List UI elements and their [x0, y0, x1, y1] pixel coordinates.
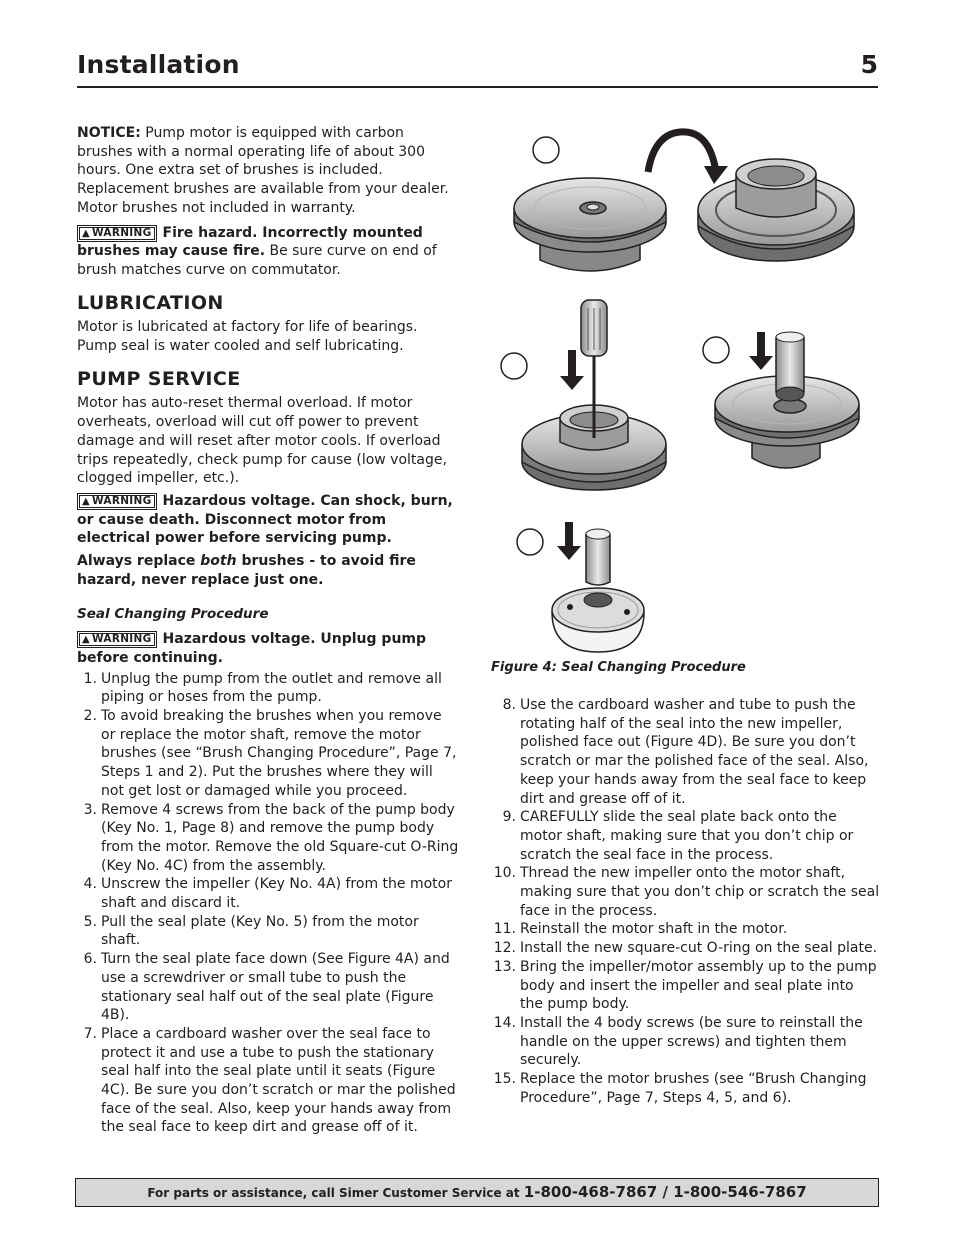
rotate-arrowhead-icon	[704, 166, 728, 184]
lubrication-heading: LUBRICATION	[77, 291, 224, 314]
footer-phone-numbers: 1-800-468-7867 / 1-800-546-7867	[523, 1183, 807, 1201]
replace-note-a: Always replace	[77, 553, 201, 570]
rotate-arrow-icon	[648, 132, 716, 172]
notice-label: NOTICE:	[77, 125, 141, 141]
brush-warning-bold: Fire hazard. Incorrectly mounted brushes may cause fire.	[77, 224, 423, 260]
procedure-step	[490, 864, 880, 920]
lubrication-text: Motor is lubricated at factory for life of bearings. Pump seal is water cooled and self lubricating.	[77, 319, 418, 355]
right-column	[490, 694, 880, 1107]
voltage-warning-bold: Hazardous voltage. Can shock, burn, or cause death. Disconnect motor from electrical power before servicing pump.	[77, 492, 453, 547]
down-arrow-icon	[749, 356, 773, 370]
step-text: CAREFULLY slide the seal plate back onto the motor shaft, making sure that you don’t chip or scratch the seal face in the process.	[520, 809, 854, 863]
procedure-step	[490, 808, 880, 864]
step-text: Unplug the pump from the outlet and remove all piping or hoses from the pump.	[101, 670, 442, 706]
step-number: 7.	[83, 1025, 97, 1042]
unplug-warning-bold: Hazardous voltage. Unplug pump before continuing.	[77, 631, 427, 666]
step-text: Install the 4 body screws (be sure to reinstall the handle on the upper screws) and tighten them securely.	[520, 1014, 863, 1069]
seal-procedure-heading: Seal Changing Procedure	[77, 606, 269, 623]
step-number: 15.	[493, 1071, 516, 1088]
step-number: 5.	[83, 913, 97, 930]
procedure-step	[490, 696, 880, 808]
procedure-step	[77, 670, 460, 707]
step-number: 2.	[83, 707, 97, 724]
procedure-step	[490, 939, 880, 958]
step-text: To avoid breaking the brushes when you remove or replace the motor shaft, remove the motor brushes (see “Brush Changing Procedure”, Page 7, Steps 1 and 2). Put the brushes where they will not get lost or damaged while you proceed.	[101, 707, 457, 799]
procedure-step	[490, 958, 880, 1014]
warning-badge	[77, 225, 157, 242]
step-number: 14.	[493, 1014, 516, 1031]
warning-triangle-icon: ▲	[82, 634, 90, 646]
step-text: Turn the seal plate face down (See Figure 4A) and use a screwdriver or small tube to push the stationary seal half out of the seal plate (Figure 4B).	[101, 951, 450, 1024]
step-number: 13.	[493, 958, 516, 975]
warning-badge-label: WARNING	[92, 494, 152, 507]
step-number: 10.	[493, 865, 516, 882]
step-number: 9.	[502, 809, 516, 826]
step-label-circle	[533, 137, 559, 163]
seal-steps-left	[77, 670, 460, 1138]
warning-badge	[77, 631, 157, 648]
figure-part-a	[514, 137, 666, 271]
step-text: Pull the seal plate (Key No. 5) from the motor shaft.	[101, 913, 419, 949]
seal-procedure-figure	[490, 122, 890, 662]
figure-part-b	[501, 300, 666, 490]
down-arrow-icon	[560, 376, 584, 390]
figure-part-d	[517, 522, 644, 652]
page-number: 5	[860, 50, 878, 79]
procedure-step	[77, 707, 460, 801]
down-arrow-icon	[557, 546, 581, 560]
brush-warning-text: Be sure curve on end of brush matches curve on commutator.	[77, 243, 437, 278]
step-number: 6.	[83, 951, 97, 968]
procedure-step	[77, 950, 460, 1025]
step-text: Unscrew the impeller (Key No. 4A) from the motor shaft and discard it.	[101, 876, 452, 912]
pump-service-text: Motor has auto-reset thermal overload. If motor overheats, overload will cut off power to prevent damage and will reset after motor cools. If overload trips repeatedly, check pump for cause (low voltage, clogged impeller, etc.).	[77, 395, 447, 487]
procedure-step	[490, 1070, 880, 1107]
step-number: 3.	[83, 801, 97, 818]
page-title: Installation	[77, 50, 240, 79]
notice-paragraph	[77, 124, 460, 218]
pump-service-heading: PUMP SERVICE	[77, 367, 241, 390]
voltage-warning	[77, 492, 460, 548]
step-label-circle	[703, 337, 729, 363]
step-number: 8.	[502, 697, 516, 713]
procedure-step	[77, 913, 460, 950]
step-number: 4.	[83, 876, 97, 893]
replace-note-c: brushes - to avoid fire hazard, never replace just one.	[77, 553, 416, 588]
step-text: Place a cardboard washer over the seal face to protect it and use a tube to push the stationary seal half into the seal plate until it seats (Figure 4C). Be sure you don’t scratch or mar the polished face of the seal. Also, keep your hands away from the seal face to keep dirt and grease off of it.	[101, 1025, 456, 1136]
step-text: Thread the new impeller onto the motor shaft, making sure that you don’t chip or scratch the seal face in the process.	[520, 865, 880, 919]
replace-note-emphasis: both	[200, 553, 237, 570]
step-text: Install the new square-cut O-ring on the seal plate.	[520, 940, 878, 957]
step-label-circle	[501, 353, 527, 379]
procedure-step	[490, 1014, 880, 1070]
left-column	[77, 124, 460, 1137]
seal-steps-right	[490, 696, 880, 1107]
step-text: Remove 4 screws from the back of the pump body (Key No. 1, Page 8) and remove the pump body from the motor. Remove the old Square-cut O-Ring (Key No. 4C) from the assembly.	[101, 801, 459, 874]
step-number: 11.	[493, 921, 516, 938]
step-number: 1.	[83, 670, 97, 687]
replace-brushes-note	[77, 552, 460, 589]
figure-caption: Figure 4: Seal Changing Procedure	[491, 660, 746, 675]
procedure-step	[77, 801, 460, 876]
page-header	[77, 50, 878, 88]
procedure-step	[77, 875, 460, 912]
procedure-step	[77, 1025, 460, 1137]
step-text: Bring the impeller/motor assembly up to the pump body and insert the impeller and seal plate into the pump body.	[520, 958, 877, 1013]
warning-badge-label: WARNING	[92, 633, 152, 646]
warning-badge	[77, 493, 157, 510]
brush-warning	[77, 224, 460, 280]
warning-triangle-icon: ▲	[82, 227, 90, 239]
unplug-warning	[77, 630, 460, 667]
notice-text: Pump motor is equipped with carbon brushes with a normal operating life of about 300 hours. One extra set of brushes is included. Replacement brushes are available from your dealer. Motor brushes not included in warranty.	[77, 125, 449, 216]
page-footer	[75, 1178, 879, 1207]
warning-triangle-icon: ▲	[82, 495, 90, 507]
warning-badge-label: WARNING	[92, 226, 152, 239]
step-text: Reinstall the motor shaft in the motor.	[520, 921, 788, 938]
procedure-step	[490, 920, 880, 939]
footer-text: For parts or assistance, call Simer Customer Service at	[147, 1186, 524, 1200]
step-number: 12.	[493, 940, 516, 957]
step-label-circle	[517, 529, 543, 555]
step-text: Use the cardboard washer and tube to push the rotating half of the seal into the new impeller, polished face out (Figure 4D). Be sure you don’t scratch or mar the polished face of the seal. Also, keep your hands away from the seal face to keep dirt and grease off of it.	[520, 697, 869, 807]
step-text: Replace the motor brushes (see “Brush Changing Procedure”, Page 7, Steps 4, 5, and 6).	[520, 1071, 867, 1106]
figure-part-c	[703, 332, 859, 468]
